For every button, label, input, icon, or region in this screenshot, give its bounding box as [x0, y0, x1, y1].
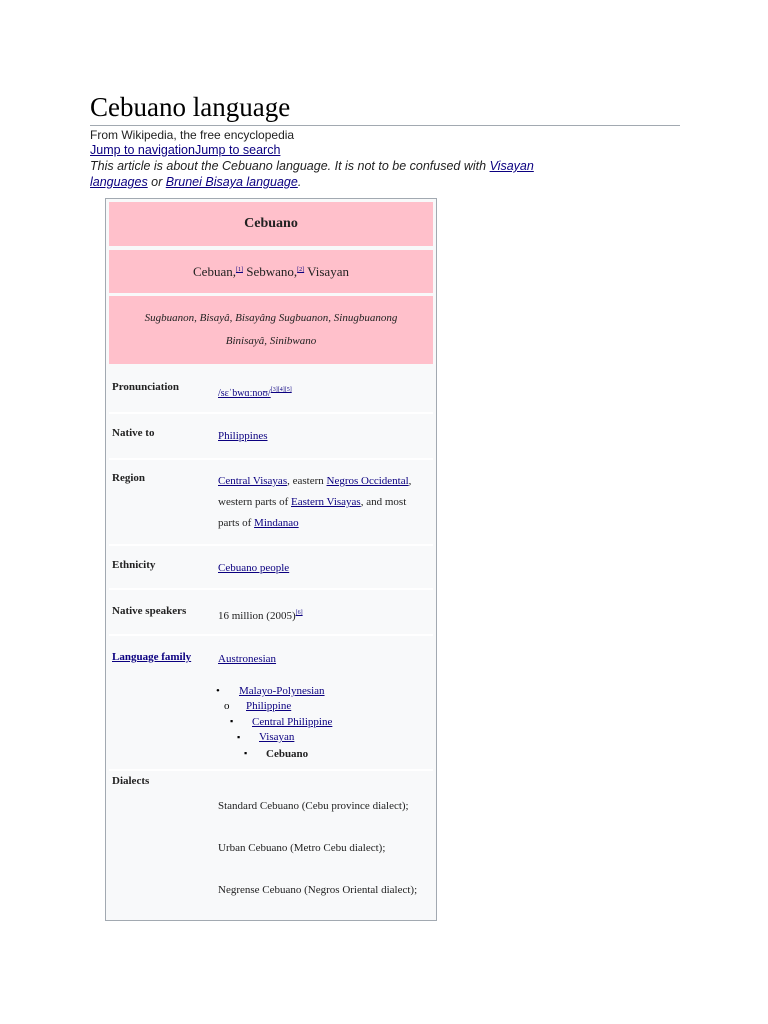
brunei-bisaya-link[interactable]: Brunei Bisaya language	[165, 175, 298, 189]
row-divider	[109, 588, 433, 590]
ref-6-link[interactable]: [6]	[295, 610, 303, 616]
region-label: Region	[112, 472, 145, 484]
dialect-item: Standard Cebuano (Cebu province dialect);	[218, 800, 409, 812]
family-level-5: Cebuano	[266, 748, 309, 760]
speakers-count: 16 million (2005)	[218, 610, 296, 622]
region-value	[218, 471, 424, 534]
tree-bullet: ▪	[244, 748, 248, 758]
ethnicity-label: Ethnicity	[112, 559, 156, 571]
jump-to-search-link[interactable]: Jump to search	[194, 143, 281, 157]
tree-bullet: o	[224, 700, 230, 712]
tree-bullet: ▪	[237, 732, 241, 742]
pronunciation-value	[218, 380, 424, 404]
pronunciation-label: Pronunciation	[112, 381, 180, 393]
title-divider	[90, 125, 680, 126]
native-speakers-label: Native speakers	[112, 605, 187, 617]
tree-bullet: •	[216, 685, 220, 697]
language-family-label	[112, 651, 191, 663]
row-divider	[109, 458, 433, 460]
row-divider	[109, 634, 433, 636]
alt-name-visayan: Visayan	[304, 263, 349, 279]
hatnote	[90, 158, 580, 190]
philippines-link[interactable]: Philippines	[218, 430, 268, 442]
dialect-item: Urban Cebuano (Metro Cebu dialect);	[218, 842, 386, 854]
row-divider	[109, 544, 433, 546]
site-tagline: From Wikipedia, the free encyclopedia	[90, 128, 295, 142]
malayo-polynesian-link[interactable]: Malayo-Polynesian	[239, 685, 325, 697]
language-family-link[interactable]: Language family	[112, 651, 192, 663]
ref-2-link[interactable]: [2]	[297, 266, 305, 273]
ref-1-link[interactable]: [1]	[235, 266, 243, 273]
alt-name-sebwano: Sebwano,	[242, 263, 298, 279]
family-level-3	[252, 716, 332, 728]
negros-occidental-link[interactable]: Negros Occidental	[326, 475, 409, 487]
ipa-link[interactable]: /sɛˈbwɑːnoʊ/	[218, 388, 271, 399]
family-level-4	[259, 731, 294, 743]
region-text-3: , and most parts of	[218, 496, 407, 529]
hatnote-end: .	[297, 175, 302, 189]
visayan-link[interactable]: Visayan	[259, 731, 295, 743]
region-text-2: , western parts of	[218, 475, 412, 508]
row-divider	[109, 769, 433, 771]
ethnicity-value	[218, 558, 424, 579]
mindanao-link[interactable]: Mindanao	[254, 517, 299, 529]
page-title: Cebuano language	[90, 92, 291, 122]
pronunciation-refs-link[interactable]: [3][4][5]	[270, 387, 292, 393]
family-root	[218, 649, 424, 670]
jump-links	[90, 143, 280, 158]
row-divider	[109, 412, 433, 414]
tree-bullet: ▪	[230, 716, 234, 726]
native-to-value	[218, 426, 424, 447]
native-speakers-value	[218, 603, 424, 627]
dialects-label: Dialects	[112, 775, 150, 787]
austronesian-link[interactable]: Austronesian	[218, 653, 277, 665]
hatnote-or: or	[147, 175, 166, 189]
native-to-label: Native to	[112, 427, 155, 439]
central-philippine-link[interactable]: Central Philippine	[252, 716, 333, 728]
jump-to-navigation-link[interactable]: Jump to navigation	[90, 143, 195, 157]
region-text-1: , eastern	[287, 475, 327, 487]
central-visayas-link[interactable]: Central Visayas	[218, 475, 288, 487]
dialect-item: Negrense Cebuano (Negros Oriental dialect);	[218, 884, 418, 896]
alt-name-cebuan: Cebuan,	[193, 263, 236, 279]
philippine-link[interactable]: Philippine	[246, 700, 292, 712]
infobox-heading: Cebuano	[109, 202, 433, 246]
cebuano-people-link[interactable]: Cebuano people	[218, 562, 290, 574]
eastern-visayas-link[interactable]: Eastern Visayas	[291, 496, 361, 508]
family-level-2	[246, 700, 291, 712]
hatnote-text: This article is about the Cebuano language. It is not to be confused with	[90, 159, 490, 173]
infobox-native-names: Sugbuanon, Bisayâ, Bisayâng Sugbuanon, Sinugbuanong Binisayâ, Sinibwano	[109, 296, 433, 364]
visayan-languages-link[interactable]: Visayan languages	[90, 159, 534, 189]
infobox	[105, 198, 437, 921]
family-level-1	[239, 685, 325, 697]
infobox-alt-names	[109, 250, 433, 293]
